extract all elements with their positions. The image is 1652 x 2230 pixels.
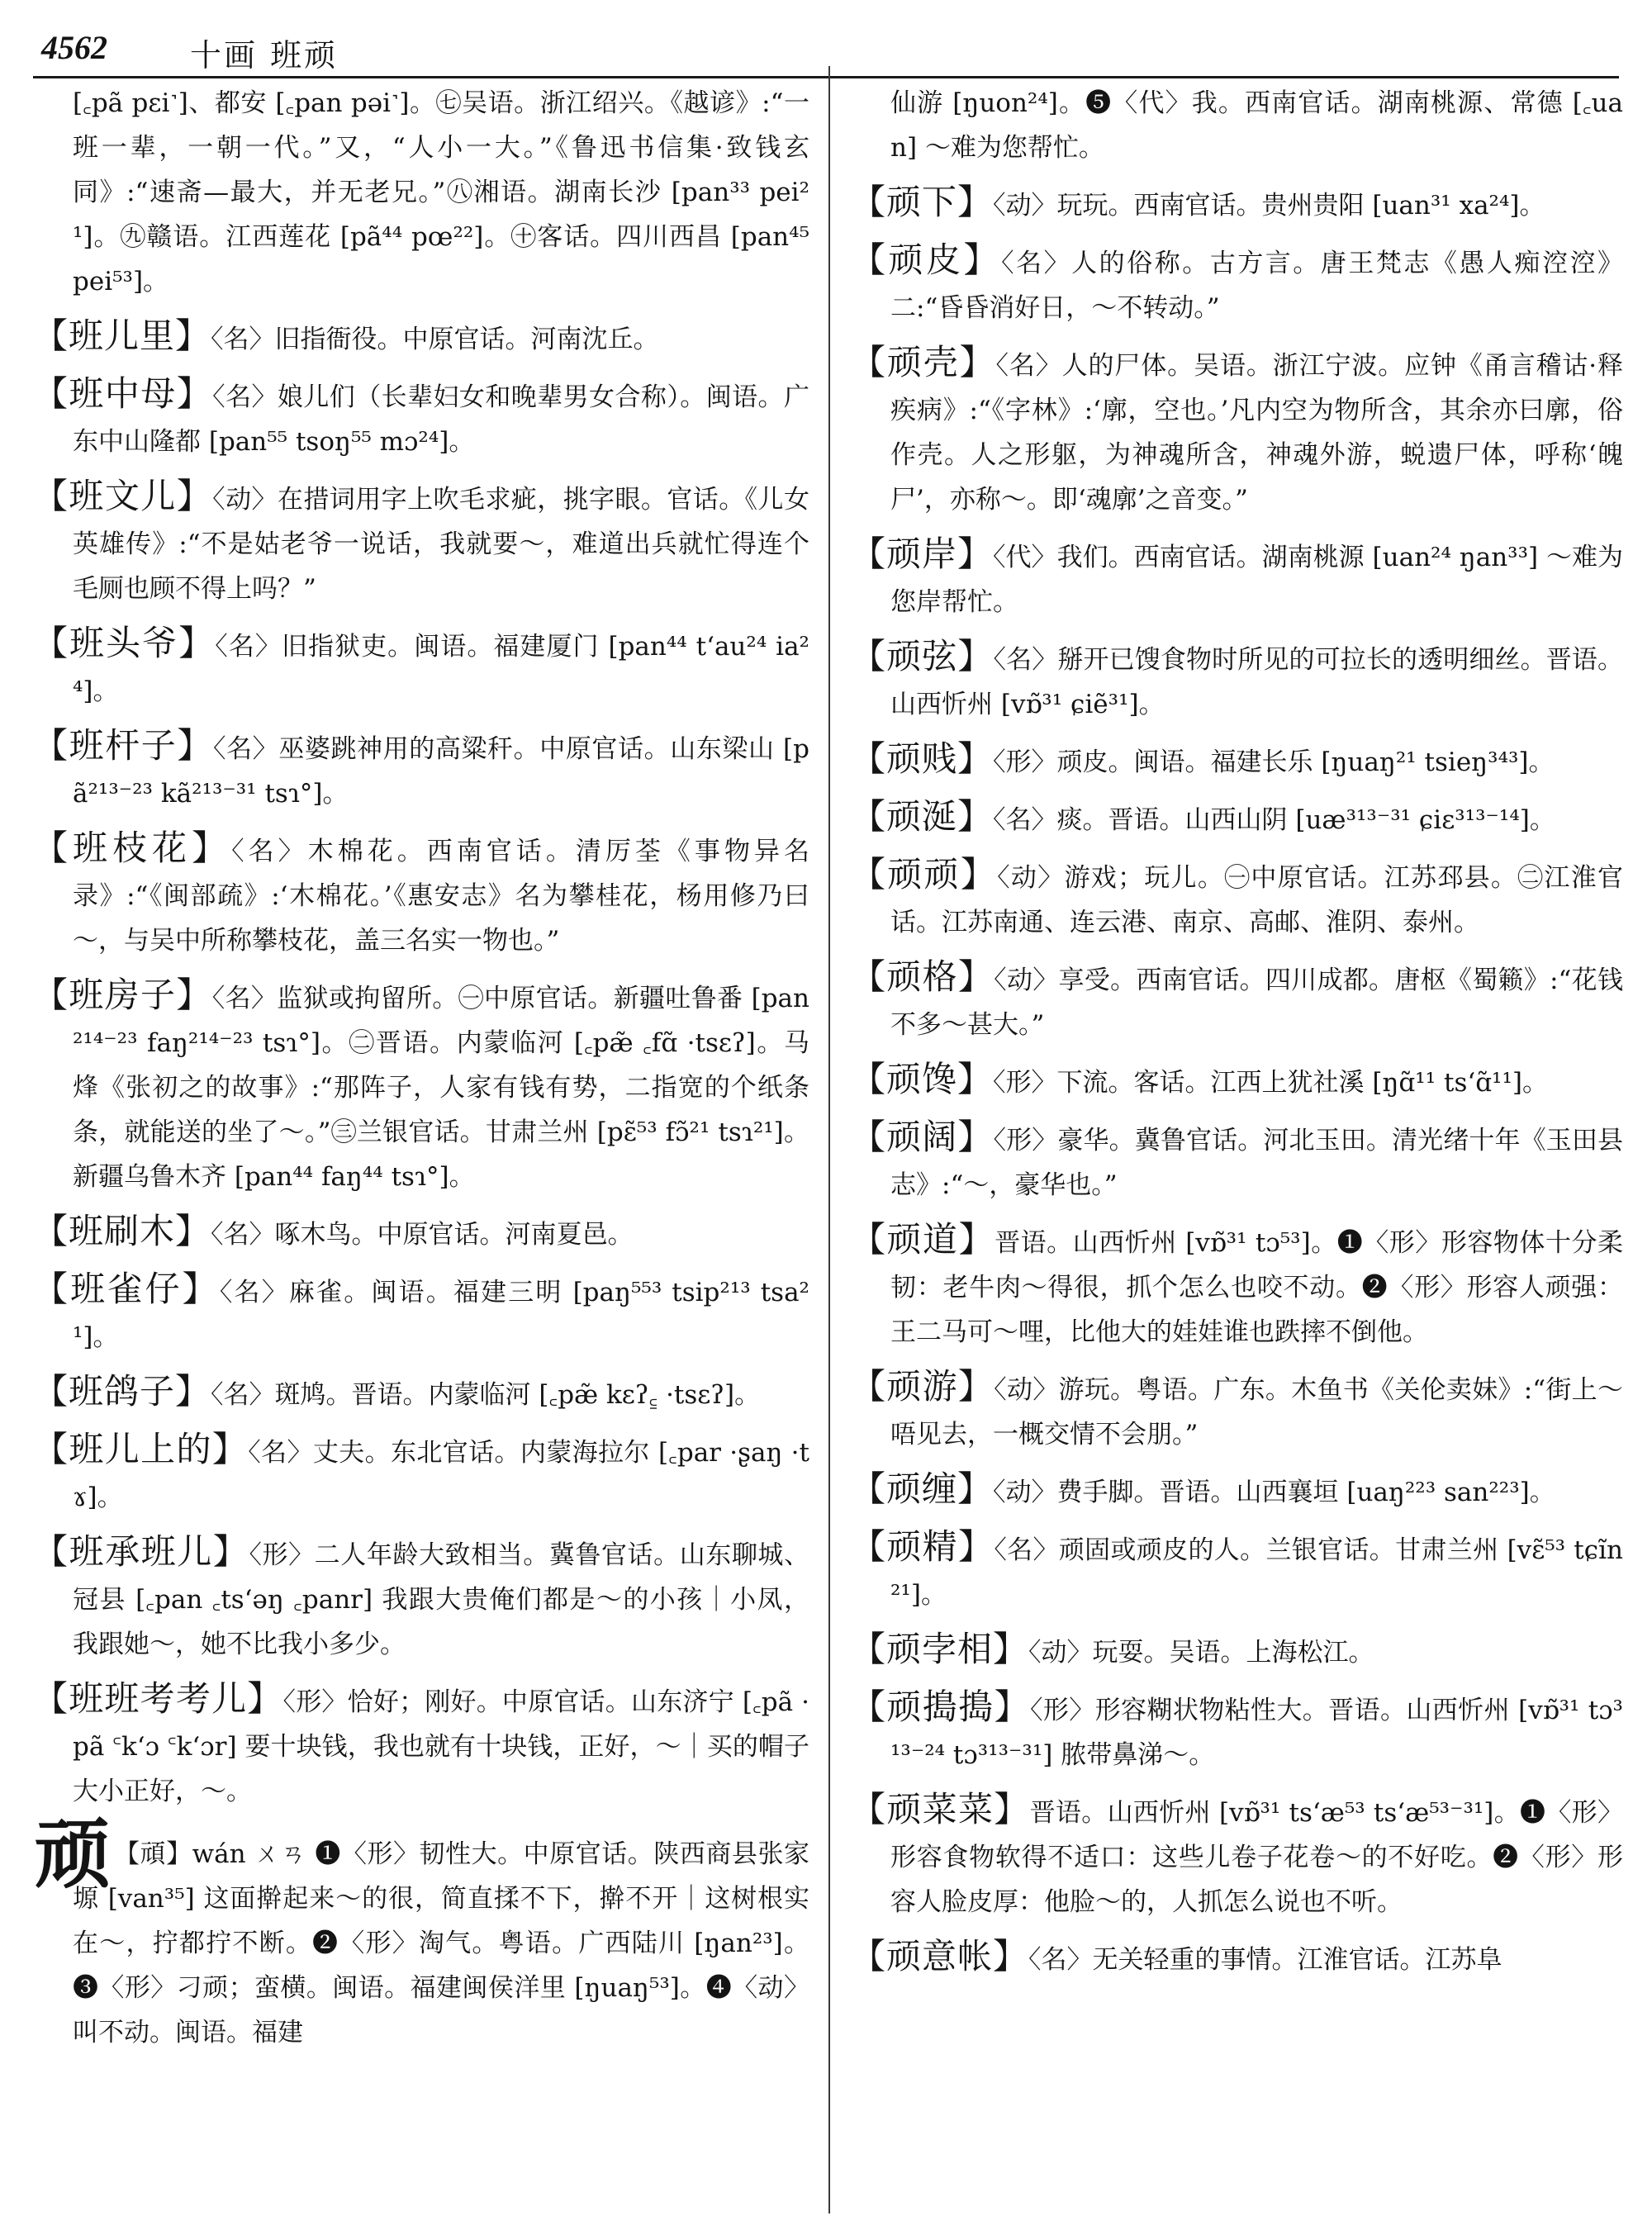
entry-headword: 【班中母】: [33, 373, 213, 414]
entry-definition: 〈形〉豪华。冀鲁官话。河北玉田。清光绪十年《玉田县志》:“～，豪华也。”: [890, 1126, 1623, 1200]
entry-definition: 晋语。山西忻州 [vɒ̃³¹ tɔ⁵³]。❶〈形〉形容物体十分柔韧：老牛肉～得很，抓个怎么也咬不动。❷〈形〉形容人顽强：王二马可～哩，比他大的娃娃谁也跌摔不倒他。: [890, 1228, 1623, 1347]
entry-definition: [꜀pã pɛi˺]、都安 [꜀pan pəi˺]。㊆吴语。浙江绍兴。《越谚》:“一班一辈，一朝一代。”又，“人小一大。”《鲁迅书信集·致钱玄同》:“速斋—最大，并无老兄。”㊇湘语。湖南长沙 [pan³³ pei²¹]。㊈赣语。江西莲花 [pã⁴⁴ pœ²²]。㊉客话。四川西昌 [pan⁴⁵ pei⁵³]。: [73, 88, 809, 297]
running-head: 十画 班顽: [190, 37, 339, 74]
dictionary-entry: [33, 1267, 809, 1359]
dictionary-entry: [851, 180, 1623, 228]
entry-headword: 【顽道】: [851, 1219, 995, 1260]
entry-definition: 〈形〉下流。客话。江西上犹社溪 [ŋɑ̃¹¹ tsʻɑ̃¹¹]。: [993, 1068, 1548, 1098]
entry-definition: 〈名〉人的尸体。吴语。浙江宁波。应钟《甬言稽诂·释疾病》:“《字林》:‘廓，空也。’凡内空为物所含，其余亦曰廓，俗作壳。人之形躯，为神魂所含，神魂外游，蜕遗尸体，呼称‘魄尸’，亦称～。即‘魂廓’之音变。”: [890, 351, 1623, 515]
entry-definition: 〈名〉掰开已馊食物时所见的可拉长的透明细丝。晋语。山西忻州 [vɒ̃³¹ ɕiẽ³¹]。: [890, 645, 1623, 719]
entry-headword: 【班班考考儿】: [33, 1678, 283, 1719]
dictionary-entry: [33, 372, 809, 464]
entry-headword: 【顽游】: [851, 1366, 995, 1407]
entry-headword: 【班文儿】: [33, 476, 213, 516]
left-column: [33, 76, 809, 2223]
entry-definition: 〈名〉斑鸠。晋语。内蒙临河 [꜀pæ̃ kɛʔ꜁ ·tsɛʔ]。: [211, 1380, 761, 1410]
entry-definition: 〈动〉玩耍。吴语。上海松江。: [1028, 1638, 1374, 1668]
entry-headword: 【顽阔】: [851, 1117, 994, 1157]
dictionary-entry: [33, 474, 809, 611]
entry-headword: 【顽弦】: [851, 636, 994, 676]
dictionary-entry: [851, 340, 1623, 522]
entry-definition: 〈名〉顽固或顽皮的人。兰银官话。甘肃兰州 [vɛ̃⁵³ tɕĩn²¹]。: [890, 1535, 1623, 1610]
entry-headword: 【顽格】: [851, 956, 995, 997]
dictionary-entry: [851, 1525, 1623, 1617]
entry-headword: 【顽精】: [851, 1526, 995, 1567]
entry-headword: 【班雀仔】: [33, 1269, 220, 1309]
entry-definition: 〈名〉丈夫。东北官话。内蒙海拉尔 [꜀par ·ʂaŋ ·tɤ]。: [73, 1438, 809, 1512]
entry-definition: 晋语。山西忻州 [vɒ̃³¹ tsʻæ⁵³ tsʻæ⁵³⁻³¹]。❶〈形〉形容食物软得不适口：这些儿卷子花卷～的不好吃。❷〈形〉形容人脸皮厚：他脸～的，人抓怎么说也不听。: [890, 1798, 1623, 1917]
entry-definition: 〈名〉麻雀。闽语。福建三明 [paŋ⁵⁵³ tsip²¹³ tsa²¹]。: [73, 1278, 809, 1352]
entry-definition: 〈名〉娘儿们（长辈妇女和晚辈男女合称）。闽语。广东中山隆都 [pan⁵⁵ tsoŋ⁵⁵ mɔ²⁴]。: [73, 382, 809, 457]
dictionary-entry: [33, 1209, 809, 1257]
dictionary-entry: [851, 81, 1623, 170]
entry-definition: 〈动〉费手脚。晋语。山西襄垣 [uaŋ²²³ san²²³]。: [993, 1478, 1555, 1507]
dictionary-entry: [851, 852, 1623, 945]
right-column: [851, 76, 1623, 2223]
entry-headword: 【顽孛相】: [851, 1629, 1029, 1669]
entry-definition: 〈名〉无关轻重的事情。江淮官话。江苏阜: [1028, 1945, 1502, 1975]
entry-definition: 〈名〉人的俗称。古方言。唐王梵志《愚人痴涳涳》二:“昏昏消好日，～不转动。”: [890, 249, 1623, 323]
entry-definition: 〈名〉木棉花。西南官话。清厉荃《事物异名录》:“《闽部疏》:‘木棉花。’《惠安志》名为攀桂花，杨用修乃曰～，与吴中所称攀枝花，盖三名实一物也。”: [73, 837, 809, 956]
entry-headword: 【班杆子】: [33, 725, 213, 766]
dictionary-entry: [851, 634, 1623, 727]
dictionary-entry: [851, 737, 1623, 785]
entry-headword: 【班头爷】: [33, 623, 216, 663]
entry-headword: 【顽搗搗】: [851, 1687, 1030, 1727]
dictionary-entry: [851, 1685, 1623, 1777]
entry-definition: 〈形〉二人年龄大致相当。冀鲁官话。山东聊城、冠县 [꜀pan ꜀tsʻəŋ ꜀panr] 我跟大贵俺们都是～的小孩｜小凤，我跟她～，她不比我小多少。: [73, 1540, 809, 1659]
dictionary-entry: [33, 724, 809, 816]
entry-definition: 〈动〉享受。西南官话。四川成都。唐枢《蜀籁》:“花钱不多～甚大。”: [890, 966, 1623, 1040]
dictionary-entry: [851, 1057, 1623, 1105]
column-divider: [828, 66, 830, 2213]
entry-definition: 〈形〉形容糊状物粘性大。晋语。山西忻州 [vɒ̃³¹ tɔ³¹³⁻²⁴ tɔ³¹³⁻³¹] 脓带鼻涕～。: [890, 1696, 1623, 1770]
dictionary-entry: [851, 532, 1623, 624]
dictionary-entry: [33, 1530, 809, 1667]
dictionary-entry: [33, 1677, 809, 1814]
entry-headword: 【顽涎】: [851, 796, 994, 837]
dictionary-entry: [851, 1467, 1623, 1515]
entry-headword: 【顽意帐】: [851, 1936, 1029, 1976]
entry-headword: 【班鸽子】: [33, 1371, 211, 1412]
entry-definition: 【頑】wán ㄨㄢ ❶〈形〉韧性大。中原官话。陕西商县张家塬 [van³⁵] 这面擀起来～的很，简直揉不下，擀不开｜这树根实在～，拧都拧不断。❷〈形〉淘气。粤语。广西陆川 [ŋan²³]。❸〈形〉刁顽；蛮横。闽语。福建闽侯洋里 [ŋuaŋ⁵³]。❹〈动〉叫不动。闽语。福建: [73, 1839, 809, 2047]
dictionary-entry: [33, 621, 809, 714]
entry-definition: 〈名〉旧指衙役。中原官话。河南沈丘。: [211, 325, 659, 354]
entry-definition: 仙游 [ŋuon²⁴]。❺〈代〉我。西南官话。湖南桃源、常德 [꜀uan] ～难为您帮忙。: [890, 88, 1623, 163]
entry-headword: 【顽贱】: [851, 738, 994, 779]
entry-headword: 【班刷木】: [33, 1211, 211, 1251]
entry-headword: 【顽顽】: [851, 854, 998, 894]
entry-definition: 〈动〉游玩。粤语。广东。木鱼书《关伦卖妹》:“街上～唔见去，一概交情不会朋。”: [890, 1375, 1623, 1450]
entry-definition: 〈代〉我们。西南官话。湖南桃源 [uan²⁴ ŋan³³] ～难为您岸帮忙。: [890, 543, 1623, 617]
entry-headword: 【班承班儿】: [33, 1531, 249, 1572]
dictionary-entry: [851, 238, 1623, 330]
entry-headword: 【顽壳】: [851, 342, 996, 382]
dictionary-entry: [851, 1115, 1623, 1208]
dictionary-entry: [851, 1627, 1623, 1675]
dictionary-entry: [33, 81, 809, 304]
dictionary-entry: [33, 1427, 809, 1520]
dictionary-entry: [33, 1369, 809, 1417]
entry-headword: 【顽皮】: [851, 240, 1002, 280]
dictionary-entry: [851, 1217, 1623, 1355]
dictionary-entry: [851, 1787, 1623, 1924]
entry-headword: 【顽下】: [851, 182, 994, 222]
entry-definition: 〈动〉玩玩。西南官话。贵州贵阳 [uan³¹ xa²⁴]。: [993, 191, 1545, 221]
dictionary-entry: [851, 1364, 1623, 1457]
dictionary-entry: [851, 955, 1623, 1047]
entry-definition: 〈形〉顽皮。闽语。福建长乐 [ŋuaŋ²¹ tsieŋ³⁴³]。: [993, 747, 1555, 777]
entry-headword: 【顽馋】: [851, 1059, 994, 1099]
dictionary-entry: [851, 795, 1623, 842]
entry-definition: 〈名〉旧指狱吏。闽语。福建厦门 [pan⁴⁴ tʻau²⁴ ia²⁴]。: [73, 632, 809, 706]
entry-definition: 〈名〉啄木鸟。中原官话。河南夏邑。: [211, 1220, 634, 1250]
entry-headword: 【班儿里】: [33, 316, 211, 356]
entry-headword: 【班房子】: [33, 975, 212, 1015]
entry-headword: 【班枝花】: [33, 828, 232, 868]
entry-headword: 【顽缠】: [851, 1468, 994, 1509]
page-number: 4562: [41, 29, 107, 66]
entry-definition: 〈名〉巫婆跳神用的高粱秆。中原官话。山东梁山 [pã²¹³⁻²³ kã²¹³⁻³¹ tsɿ°]。: [73, 734, 809, 809]
character-heading: 顽: [35, 1810, 112, 1899]
dictionary-entry: [33, 973, 809, 1199]
entry-definition: 〈形〉恰好；刚好。中原官话。山东济宁 [꜀pã ·pã ꜂kʻɔ ꜂kʻɔr] 要十块钱，我也就有十块钱，正好，～｜买的帽子大小正好，～。: [73, 1687, 809, 1806]
dictionary-entry: [851, 1934, 1623, 1982]
entry-headword: 【班儿上的】: [33, 1429, 249, 1469]
dictionary-entry: [33, 314, 809, 362]
entry-definition: 〈动〉游戏；玩儿。㊀中原官话。江苏邳县。㊁江淮官话。江苏南通、连云港、南京、高邮、淮阴、泰州。: [890, 863, 1623, 937]
entry-headword: 【顽岸】: [851, 534, 994, 574]
entry-definition: 〈名〉监狱或拘留所。㊀中原官话。新疆吐鲁番 [pan²¹⁴⁻²³ faŋ²¹⁴⁻²³ tsɿ°]。㊁晋语。内蒙临河 [꜀pæ̃ ꜀fɑ̃ ·tsɛʔ]。马烽《张初之的故事》:“那阵子，人家有钱有势，二指宽的个纸条条，就能送的坐了～。”㊂兰银官话。甘肃兰州 [pɛ̃⁵³ fɔ̃²¹ tsɿ²¹]。新疆乌鲁木齐 [pan⁴⁴ faŋ⁴⁴ tsɿ°]。: [73, 984, 809, 1192]
entry-headword: 【顽菜菜】: [851, 1789, 1030, 1829]
dictionary-entry: [33, 826, 809, 963]
page-header: [33, 25, 1619, 78]
entry-definition: 〈名〉痰。晋语。山西山阴 [uæ³¹³⁻³¹ ɕiɛ³¹³⁻¹⁴]。: [993, 805, 1555, 835]
entry-definition: 〈动〉在措词用字上吹毛求疵，挑字眼。官话。《儿女英雄传》:“不是姑老爷一说话，我就要～，难道出兵就忙得连个毛厕也顾不得上吗？”: [73, 485, 809, 604]
dictionary-entry: [33, 1810, 809, 2055]
